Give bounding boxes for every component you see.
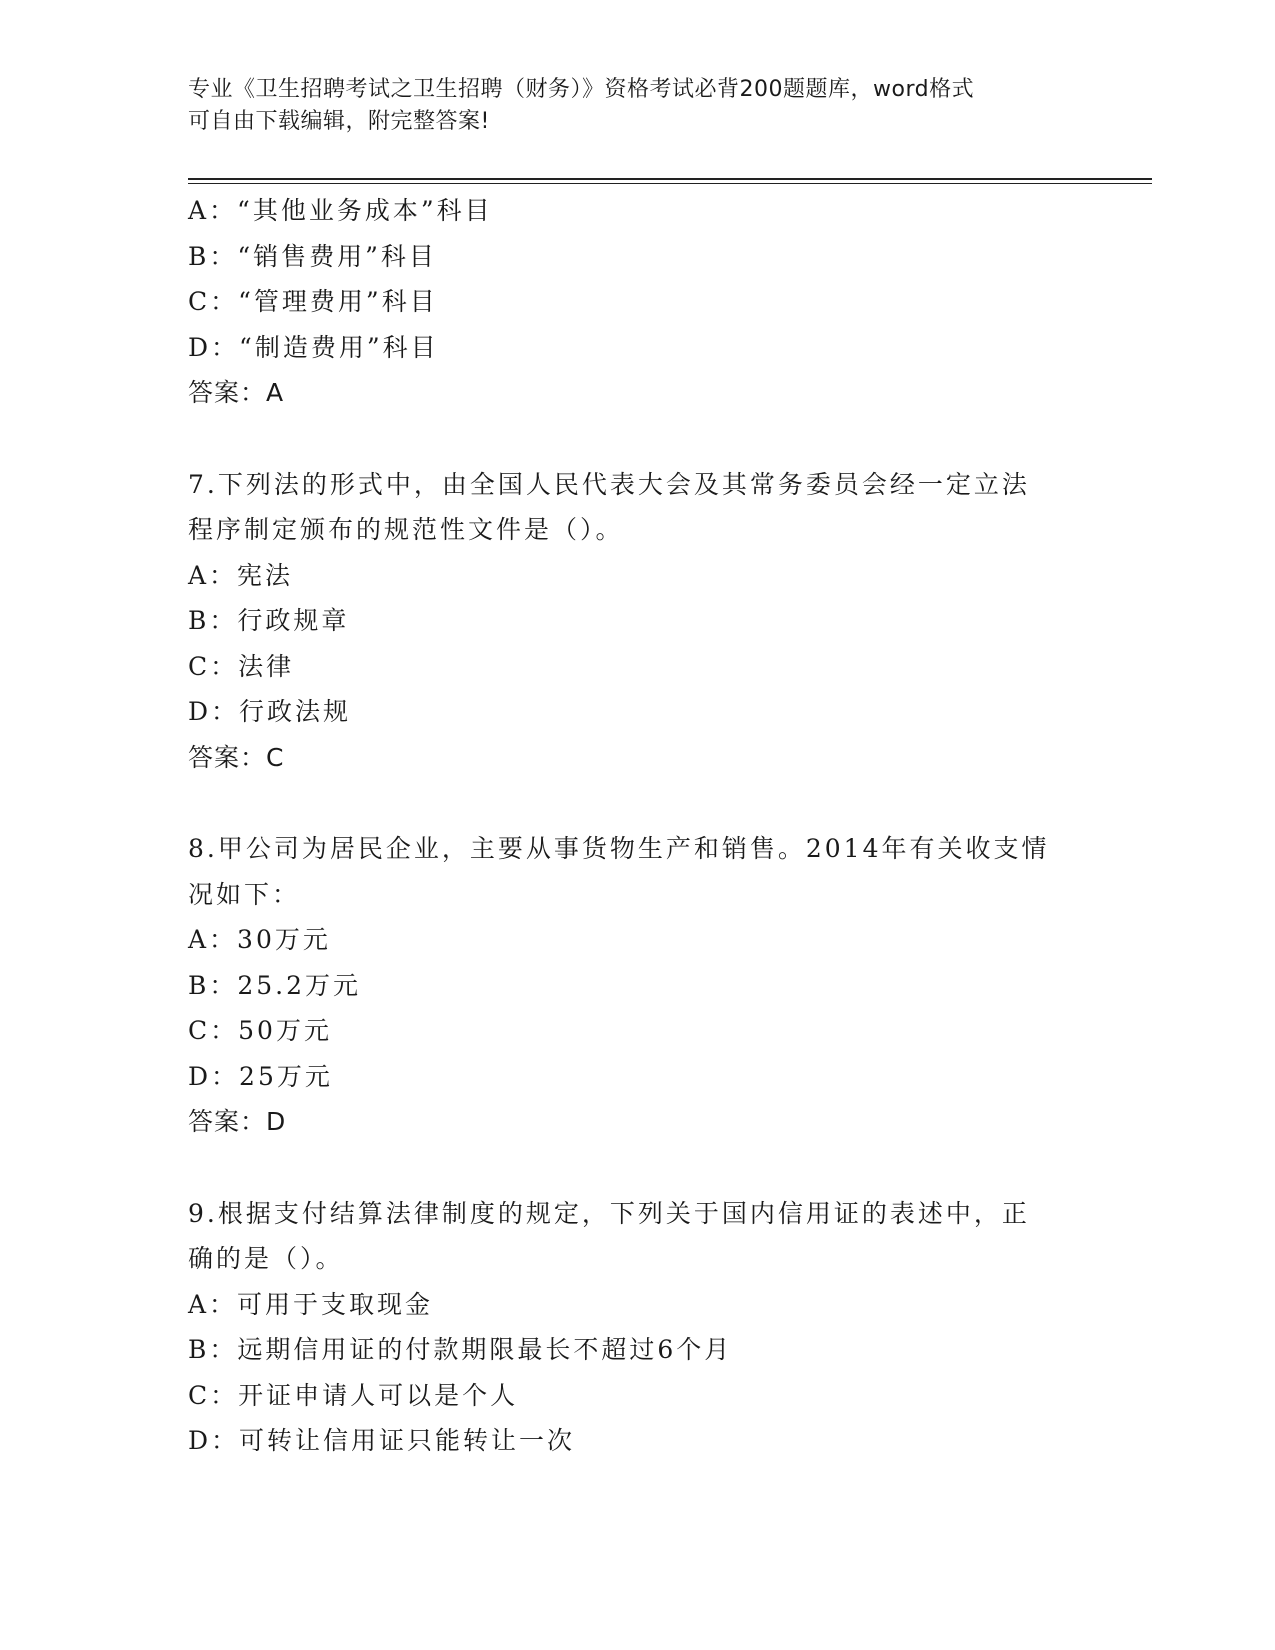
q7-option-a: A：宪法 — [188, 560, 294, 590]
header-divider-thick — [188, 178, 1152, 180]
question-9-block — [188, 1191, 1068, 1464]
q7-option-b: B：行政规章 — [188, 606, 350, 635]
q6-option-b: B：“销售费用”科目 — [188, 241, 437, 271]
q7-option-c: C：法律 — [188, 651, 295, 681]
q8-stem-line-2: 况如下： — [188, 879, 301, 909]
q7-answer: 答案：C — [188, 742, 285, 772]
q9-option-c: C：开证申请人可以是个人 — [188, 1380, 519, 1410]
question-7-block — [188, 462, 1068, 781]
q8-option-c: C：50万元 — [188, 1016, 332, 1045]
q9-stem-line-1: 9.根据支付结算法律制度的规定，下列关于国内信用证的表述中，正 — [188, 1198, 1030, 1228]
q9-option-a: A：可用于支取现金 — [188, 1289, 434, 1319]
header-divider-thin — [188, 183, 1152, 184]
header-line-2: 可自由下载编辑，附完整答案! — [188, 109, 490, 134]
document-header — [188, 74, 1068, 138]
q6-option-c: C：“管理费用”科目 — [188, 287, 438, 316]
spacer — [188, 780, 1068, 826]
q8-stem-line-1: 8.甲公司为居民企业，主要从事货物生产和销售。2014年有关收支情 — [188, 834, 1050, 863]
question-list — [188, 188, 1068, 1464]
q7-stem-line-2: 程序制定颁布的规范性文件是（）。 — [188, 515, 624, 544]
q9-stem-line-2: 确的是（）。 — [188, 1244, 344, 1273]
q6-option-a: A：“其他业务成本”科目 — [188, 196, 493, 225]
q6-option-d: D：“制造费用”科目 — [188, 332, 439, 362]
q8-option-d: D：25万元 — [188, 1061, 333, 1091]
q9-option-b: B：远期信用证的付款期限最长不超过6个月 — [188, 1335, 733, 1364]
header-line-1: 专业《卫生招聘考试之卫生招聘（财务）》资格考试必背200题题库，word格式 — [188, 77, 975, 102]
spacer — [188, 416, 1068, 462]
question-8-block — [188, 826, 1068, 1145]
q7-stem-line-1: 7.下列法的形式中，由全国人民代表大会及其常务委员会经一定立法 — [188, 469, 1030, 499]
question-6-block — [188, 188, 1068, 416]
spacer — [188, 1145, 1068, 1191]
q6-answer: 答案：A — [188, 378, 285, 407]
q8-option-b: B：25.2万元 — [188, 970, 362, 1000]
q7-option-d: D：行政法规 — [188, 697, 352, 726]
q9-option-d: D：可转让信用证只能转让一次 — [188, 1426, 576, 1455]
q8-answer: 答案：D — [188, 1107, 287, 1136]
q8-option-a: A：30万元 — [188, 925, 331, 954]
